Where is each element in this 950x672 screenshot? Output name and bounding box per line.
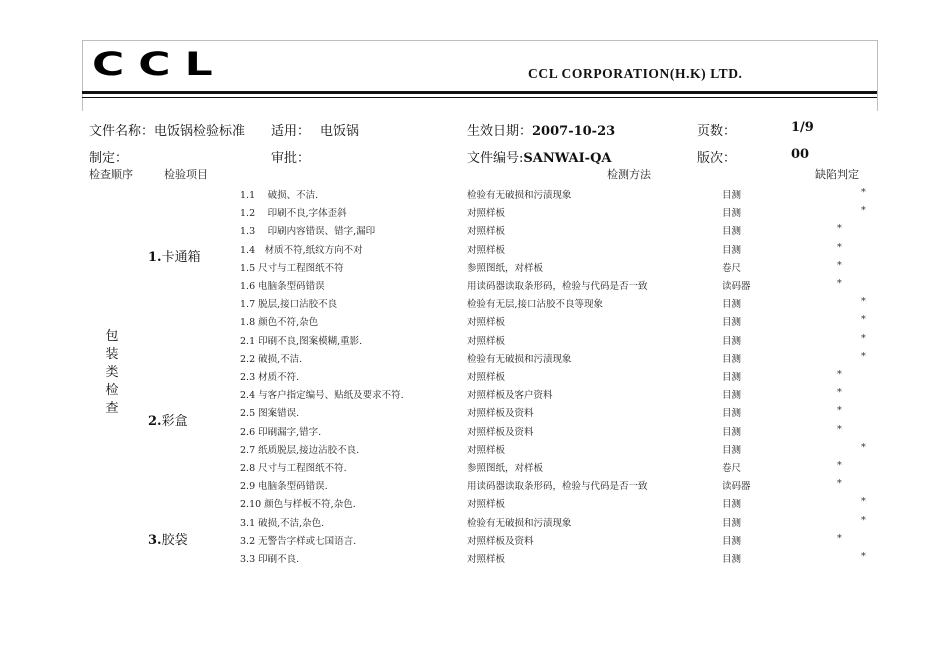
row-method: 用读码器读取条形码，检验与代码是否一致: [467, 281, 648, 292]
version-label: 版次：: [697, 151, 737, 166]
table-row: [0, 424, 950, 442]
row-item: 2.1 印刷不良,图案模糊,重影.: [240, 335, 363, 347]
doc-number-field: [467, 147, 612, 166]
row-item: 1.7 脱层,接口沾胶不良: [240, 299, 338, 311]
row-tool: 目测: [722, 444, 742, 456]
row-tool: 目测: [722, 390, 742, 402]
table-row: [0, 369, 950, 387]
row-item: 2.8 尺寸与工程图纸不符.: [240, 463, 347, 474]
defect-mark-minor: *: [861, 514, 866, 526]
defect-mark-major: *: [837, 423, 842, 435]
row-item: 3.3 印刷不良.: [240, 554, 300, 565]
table-row: [0, 223, 950, 241]
table-row: [0, 496, 950, 514]
table-row: [0, 460, 950, 478]
table-row: [0, 242, 950, 260]
defect-mark-minor: *: [861, 187, 866, 198]
row-tool: 目测: [722, 372, 742, 383]
company-name: CCL CORPORATION(H.K) LTD.: [528, 66, 743, 81]
row-tool: 目测: [722, 317, 742, 329]
row-method: 检验有无破损和污渍现象: [467, 353, 572, 365]
row-item: 2.9 电脑条型码错误.: [240, 481, 328, 493]
row-method: 对照样板: [467, 554, 506, 565]
row-item: 1.5 尺寸与工程图纸不符: [240, 262, 344, 274]
table-row: [0, 205, 950, 223]
defect-mark-major: *: [837, 460, 842, 471]
table-row: [0, 333, 950, 351]
effective-date-value: 2007-10-23: [532, 124, 616, 139]
table-row: [0, 442, 950, 460]
table-row: [0, 515, 950, 533]
row-item: 2.2 破损,不洁.: [240, 353, 303, 365]
row-tool: 目测: [722, 335, 742, 347]
prepared-label: 制定：: [89, 151, 129, 166]
row-tool: 目测: [722, 499, 742, 511]
pages-value: 1/9: [791, 120, 814, 135]
row-method: 对照样板及资料: [467, 408, 534, 420]
table-row: [0, 296, 950, 314]
row-tool: 目测: [722, 190, 742, 201]
row-item: 2.10 颜色与样板不符,杂色.: [240, 499, 356, 511]
defect-mark-major: *: [837, 259, 842, 271]
effective-date-label: 生效日期：: [467, 124, 533, 139]
row-tool: 目测: [722, 554, 742, 565]
pages-label: 页数：: [697, 124, 737, 139]
table-row: [0, 478, 950, 496]
col-defect-header: 缺陷判定: [815, 168, 859, 181]
col-method-header: 检测方法: [607, 168, 651, 181]
defect-mark-major: *: [837, 369, 842, 380]
effective-date-field: [467, 120, 615, 139]
defect-mark-minor: *: [861, 205, 866, 217]
file-name-value: 电饭锅检验标准: [154, 124, 246, 139]
row-method: 对照样板及客户资料: [467, 390, 553, 402]
defect-mark-major: *: [837, 478, 842, 490]
row-tool: 卷尺: [722, 463, 742, 474]
defect-mark-major: *: [837, 278, 842, 289]
row-method: 对照样板: [467, 372, 506, 383]
row-method: 检验有无破损和污渍现象: [467, 517, 572, 529]
doc-number-value: SANWAI-QA: [523, 151, 612, 166]
row-method: 参照图纸，对样板: [467, 463, 544, 474]
row-tool: 目测: [722, 226, 742, 238]
group-label-carton: 1.卡通箱: [148, 250, 201, 265]
category-char: 查: [105, 401, 119, 416]
group-label-poly-bag: 3.胶袋: [148, 533, 188, 548]
row-method: 对照样板: [467, 208, 506, 220]
applies-value: 电饭锅: [320, 124, 360, 139]
row-tool: 目测: [722, 353, 742, 365]
doc-number-label: 文件编号:: [467, 151, 524, 166]
row-method: 对照样板: [467, 244, 506, 256]
table-row: [0, 187, 950, 205]
table-row: [0, 533, 950, 551]
version-value: 00: [791, 147, 810, 162]
row-method: 对照样板: [467, 226, 506, 238]
file-name-field: [89, 120, 245, 139]
row-method: 检验有无破损和污渍现象: [467, 190, 572, 201]
table-row: [0, 351, 950, 369]
defect-mark-minor: *: [861, 496, 866, 508]
row-item: 1.4 材质不符,纸纹方向不对: [240, 244, 363, 256]
row-tool: 目测: [722, 426, 742, 438]
applies-label: 适用：: [271, 124, 311, 139]
table-row: [0, 551, 950, 569]
defect-mark-minor: *: [861, 314, 866, 326]
table-row: [0, 405, 950, 423]
defect-mark-major: *: [837, 387, 842, 399]
ccl-logo: CCL: [92, 46, 227, 83]
row-item: 1.1 破损、不洁.: [240, 190, 319, 201]
row-tool: 读码器: [722, 481, 751, 493]
defect-mark-minor: *: [861, 551, 866, 562]
row-method: 对照样板: [467, 444, 506, 456]
col-item-header: 检验项目: [164, 168, 208, 181]
defect-mark-major: *: [837, 405, 842, 417]
approved-label: 审批：: [271, 151, 311, 166]
row-method: 检验有无层,接口沾胶不良等现象: [467, 299, 604, 311]
row-tool: 目测: [722, 208, 742, 220]
row-item: 3.2 无警告字样或七国语言.: [240, 535, 357, 547]
table-row: [0, 314, 950, 332]
row-method: 对照样板: [467, 499, 506, 511]
category-char: 检: [105, 383, 119, 398]
row-tool: 目测: [722, 535, 742, 547]
category-char: 类: [105, 365, 119, 380]
row-item: 1.6 电脑条型码错误: [240, 281, 325, 292]
row-item: 2.3 材质不符.: [240, 372, 300, 383]
row-method: 参照图纸，对样板: [467, 262, 544, 274]
defect-mark-major: *: [837, 223, 842, 235]
defect-mark-major: *: [837, 532, 842, 544]
defect-mark-minor: *: [861, 332, 866, 344]
defect-mark-minor: *: [861, 441, 866, 453]
table-row: [0, 278, 950, 296]
category-char: 包: [105, 329, 119, 344]
row-item: 1.2 印刷不良,字体歪斜: [240, 208, 347, 220]
row-method: 对照样板及资料: [467, 426, 534, 438]
row-method: 对照样板及资料: [467, 535, 534, 547]
defect-mark-minor: *: [861, 296, 866, 308]
row-tool: 目测: [722, 408, 742, 420]
col-order-header: 检查顺序: [89, 168, 133, 181]
row-item: 2.4 与客户指定编号、贴纸及要求不符.: [240, 390, 404, 402]
row-method: 对照样板: [467, 335, 506, 347]
applies-field: [271, 120, 359, 139]
group-label-color-box: 2.彩盒: [148, 414, 188, 429]
row-method: 用读码器读取条形码，检验与代码是否一致: [467, 481, 648, 493]
row-item: 2.7 纸质脱层,接边沾胶不良.: [240, 444, 360, 456]
row-tool: 目测: [722, 517, 742, 529]
row-item: 2.5 图案错误.: [240, 408, 300, 420]
row-tool: 读码器: [722, 281, 751, 292]
row-tool: 卷尺: [722, 262, 742, 274]
table-row: [0, 260, 950, 278]
row-method: 对照样板: [467, 317, 506, 329]
header-rule-thick: [82, 91, 877, 94]
row-item: 1.3 印刷内容错误、错字,漏印: [240, 226, 376, 238]
row-item: 1.8 颜色不符,杂色: [240, 317, 319, 329]
row-item: 3.1 破损,不洁,杂色.: [240, 517, 325, 529]
file-name-label: 文件名称：: [89, 124, 155, 139]
category-char: 装: [105, 347, 119, 362]
row-tool: 目测: [722, 244, 742, 256]
row-item: 2.6 印刷漏字,错字.: [240, 426, 322, 438]
defect-mark-minor: *: [861, 350, 866, 362]
row-tool: 目测: [722, 299, 742, 311]
table-row: [0, 387, 950, 405]
header-rule-thin: [82, 97, 877, 98]
defect-mark-major: *: [837, 241, 842, 253]
